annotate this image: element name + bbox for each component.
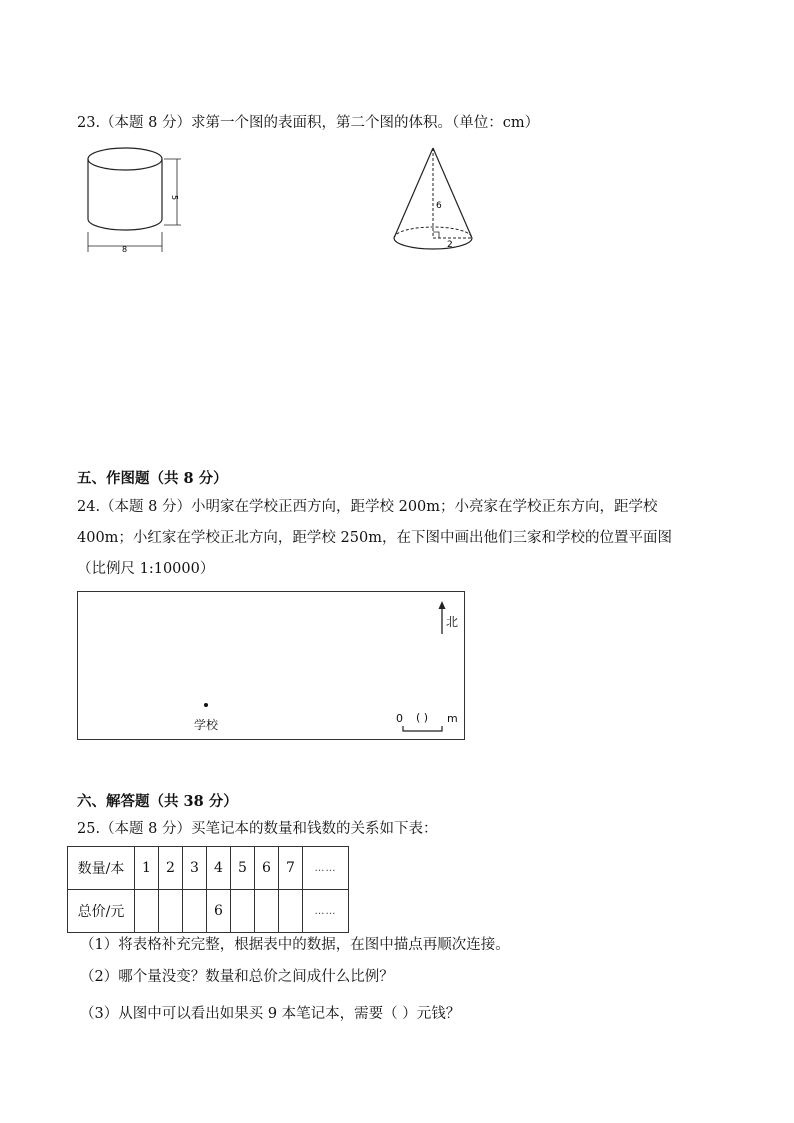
notebook-price-table <box>67 846 349 933</box>
q24-line3: （比例尺 1:10000） <box>77 561 215 577</box>
table-header-price: 总价/元 <box>68 890 135 933</box>
q25-sub2: （2）哪个量没变？数量和总价之间成什么比例？ <box>80 969 394 985</box>
price-cell-blank[interactable] <box>135 890 159 933</box>
price-cell-blank[interactable] <box>183 890 207 933</box>
price-cell-blank[interactable] <box>231 890 255 933</box>
school-dot <box>204 703 208 707</box>
quantity-cell: 2 <box>159 847 183 890</box>
cone-radius-label: 2 <box>447 240 453 250</box>
quantity-ellipsis: …… <box>303 847 349 890</box>
table-row-price <box>68 890 349 933</box>
scale-paren[interactable]: ( ) <box>416 711 429 724</box>
q23-text: 23.（本题 8 分）求第一个图的表面积，第二个图的体积。（单位：cm） <box>77 115 540 131</box>
quantity-cell: 4 <box>207 847 231 890</box>
price-cell-blank[interactable] <box>279 890 303 933</box>
quantity-cell: 6 <box>255 847 279 890</box>
table-row-quantity <box>68 847 349 890</box>
school-label: 学校 <box>194 718 219 732</box>
cylinder-height-label: 5 <box>170 195 179 201</box>
cylinder-figure <box>78 140 198 258</box>
quantity-cell: 1 <box>135 847 159 890</box>
section6-title: 六、解答题（共 38 分） <box>77 793 238 810</box>
section5-title: 五、作图题（共 8 分） <box>77 470 228 487</box>
scale-zero: 0 <box>396 712 403 725</box>
map-canvas[interactable] <box>77 591 465 740</box>
q25-sub1: （1）将表格补充完整，根据表中的数据，在图中描点再顺次连接。 <box>80 937 510 953</box>
cone-figure <box>388 143 480 255</box>
quantity-cell: 5 <box>231 847 255 890</box>
quantity-cell: 7 <box>279 847 303 890</box>
cone-height-label: 6 <box>436 201 442 211</box>
north-label: 北 <box>446 615 459 629</box>
scale-unit: m <box>447 712 458 725</box>
price-ellipsis: …… <box>303 890 349 933</box>
table-header-quantity: 数量/本 <box>68 847 135 890</box>
q24-line1: 24.（本题 8 分）小明家在学校正西方向，距学校 200m；小亮家在学校正东方向，距学校 <box>77 499 658 515</box>
q25-sub3: （3）从图中可以看出如果买 9 本笔记本，需要（ ）元钱？ <box>80 1006 461 1022</box>
price-cell: 6 <box>207 890 231 933</box>
q25-text: 25.（本题 8 分）买笔记本的数量和钱数的关系如下表： <box>77 821 438 837</box>
price-cell-blank[interactable] <box>159 890 183 933</box>
quantity-cell: 3 <box>183 847 207 890</box>
price-cell-blank[interactable] <box>255 890 279 933</box>
q24-line2: 400m；小红家在学校正北方向，距学校 250m，在下图中画出他们三家和学校的位置平面图 <box>77 530 672 546</box>
cylinder-diameter-label: 8 <box>122 245 128 254</box>
scale-bar <box>402 725 444 733</box>
